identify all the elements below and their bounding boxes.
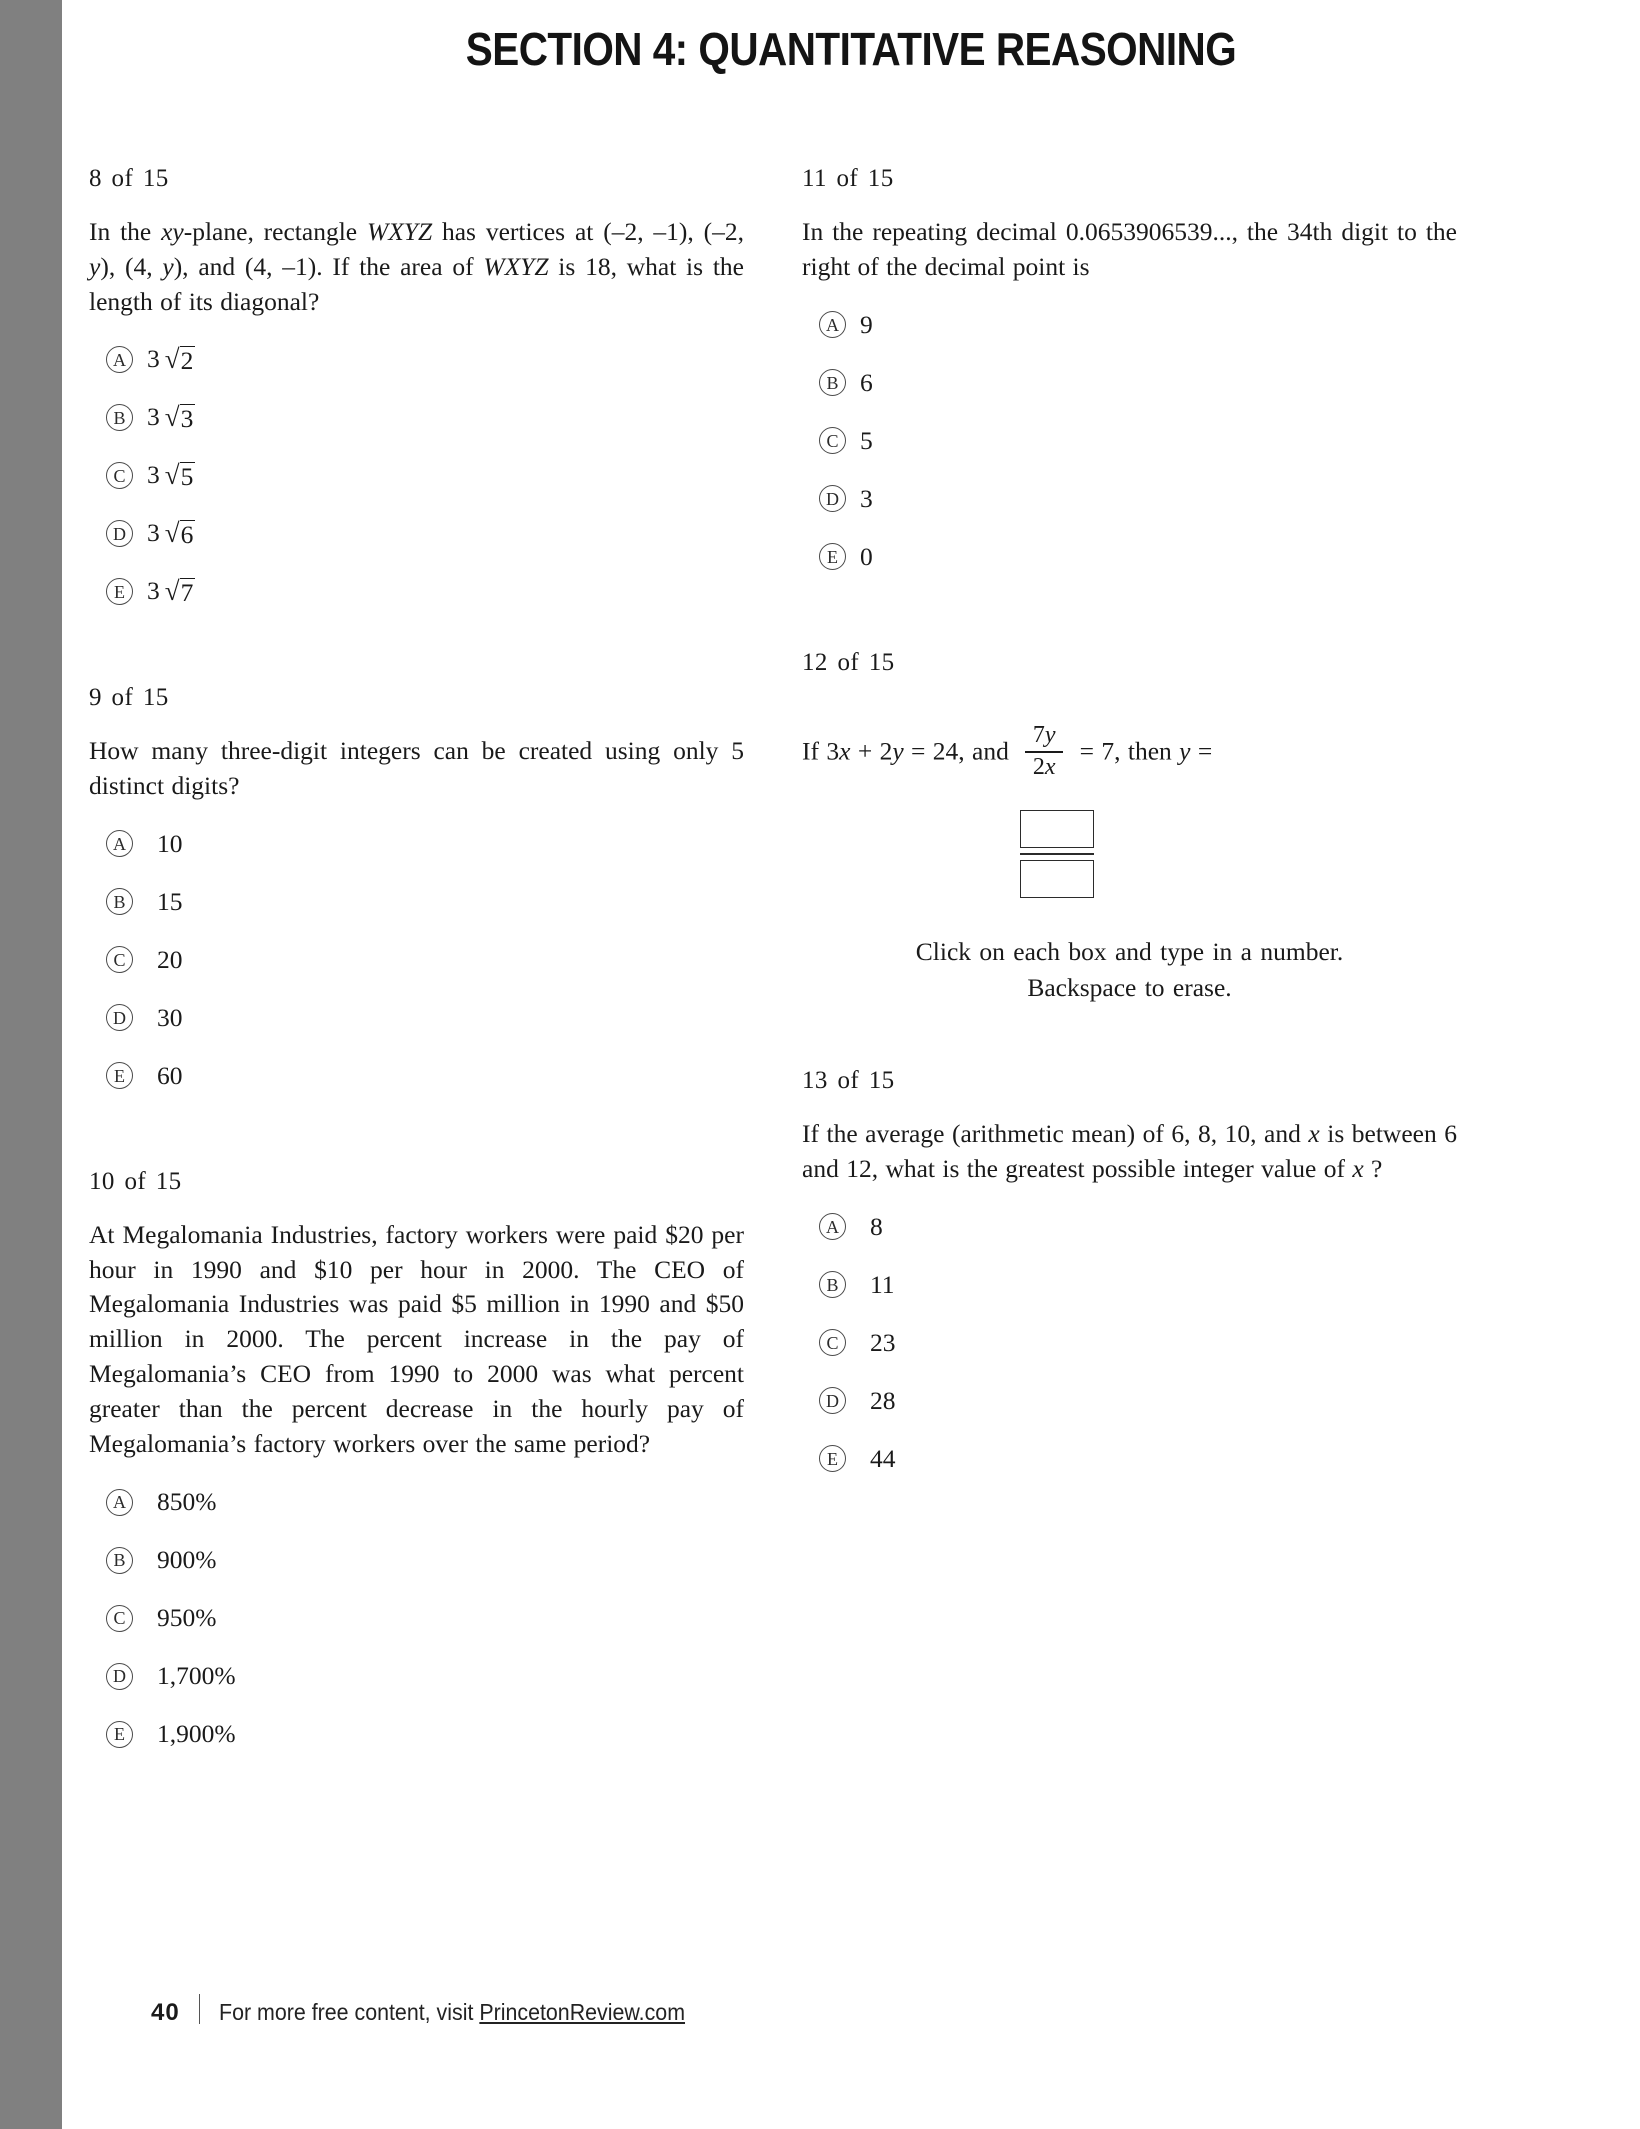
choice-label: 1,700% — [157, 1661, 236, 1691]
choice-bubble-icon[interactable]: B — [819, 369, 846, 396]
numerator-input-box[interactable] — [1020, 810, 1094, 848]
square-root-icon — [165, 577, 196, 607]
fraction-denominator — [1029, 755, 1060, 781]
question-9-number: 9 of 15 — [89, 683, 169, 711]
choice-option[interactable] — [89, 1538, 744, 1582]
block-spacer — [89, 628, 744, 684]
q8-text-3: has vertices at (–2, –1), (–2, — [432, 217, 744, 246]
choice-option[interactable] — [802, 535, 1457, 579]
choice-option[interactable] — [89, 570, 744, 614]
choice-bubble-icon[interactable]: E — [106, 578, 133, 605]
choice-option[interactable] — [802, 1321, 1457, 1365]
footer-promo-text — [219, 1999, 685, 2026]
square-root-icon — [165, 345, 196, 375]
radical-sign: √ — [164, 518, 180, 549]
q12-text-2: + 2 — [850, 736, 893, 766]
choice-label — [147, 460, 195, 491]
fraction-numerator — [1029, 723, 1060, 749]
question-12-number: 12 of 15 — [802, 648, 895, 676]
radical-coefficient: 3 — [147, 344, 160, 374]
question-9-choices — [89, 822, 744, 1098]
right-column — [802, 165, 1457, 1770]
choice-bubble-icon[interactable]: A — [819, 1213, 846, 1240]
choice-option[interactable] — [802, 1437, 1457, 1481]
choice-option[interactable] — [89, 822, 744, 866]
q13-text-2: is between 6 and 12, what is the greatest possible integer value of — [802, 1118, 1457, 1183]
radicand-value: 6 — [180, 520, 194, 550]
choice-option[interactable] — [802, 1205, 1457, 1249]
question-12 — [802, 649, 1457, 1005]
radicand-value: 2 — [180, 346, 194, 376]
princeton-review-link[interactable]: PrincetonReview.com — [479, 1999, 686, 2025]
choice-option[interactable] — [89, 454, 744, 498]
radicand-value: 5 — [180, 462, 194, 492]
radicand-value: 3 — [180, 404, 194, 434]
choice-option[interactable] — [802, 361, 1457, 405]
choice-option[interactable] — [89, 512, 744, 556]
question-10-number: 10 of 15 — [89, 1167, 182, 1195]
choice-label: 20 — [157, 944, 183, 974]
question-8 — [89, 165, 744, 614]
q8-var-y-1: y — [89, 251, 101, 281]
question-10-choices — [89, 1480, 744, 1756]
choice-option[interactable] — [802, 303, 1457, 347]
choice-label: 0 — [860, 541, 873, 571]
radical-coefficient: 3 — [147, 402, 160, 432]
instruction-line-2: Backspace to erase. — [1027, 972, 1232, 1002]
page-title: SECTION 4: QUANTITATIVE REASONING — [465, 23, 1237, 75]
denominator-input-box[interactable] — [1020, 860, 1094, 898]
choice-bubble-icon[interactable]: A — [819, 311, 846, 338]
choice-option[interactable] — [802, 1263, 1457, 1307]
radical-sign: √ — [164, 460, 180, 491]
choice-label: 9 — [860, 309, 873, 339]
question-13-stem — [802, 1117, 1457, 1187]
choice-bubble-icon[interactable]: D — [819, 1387, 846, 1414]
page-number: 40 — [151, 1999, 180, 2026]
choice-option[interactable] — [89, 396, 744, 440]
q8-label-wxyz-2: WXYZ — [483, 251, 549, 281]
question-8-stem — [89, 215, 744, 320]
question-9-stem: How many three-digit integers can be created using only 5 distinct digits? — [89, 735, 744, 800]
q8-var-y-2: y — [162, 251, 174, 281]
q12-var-y-1: y — [892, 736, 904, 766]
page-footer — [151, 1990, 720, 2027]
choice-bubble-icon[interactable]: C — [106, 462, 133, 489]
question-9 — [89, 684, 744, 1098]
choice-label: 1,900% — [157, 1719, 236, 1749]
question-8-number: 8 of 15 — [89, 165, 169, 192]
choice-option[interactable] — [802, 1379, 1457, 1423]
choice-label: 3 — [860, 483, 873, 513]
choice-bubble-icon[interactable]: E — [819, 1445, 846, 1472]
choice-bubble-icon[interactable]: B — [106, 1547, 133, 1574]
q8-text-5: ), and (4, –1). If the area of — [173, 251, 484, 281]
choice-bubble-icon[interactable]: C — [106, 946, 133, 973]
instruction-line-1: Click on each box and type in a number. — [915, 937, 1344, 967]
left-margin-bar — [0, 0, 62, 2129]
question-13 — [802, 1067, 1457, 1481]
choice-label: 11 — [870, 1269, 895, 1299]
choice-label — [147, 402, 195, 433]
q8-var-xy: xy — [161, 217, 184, 246]
choice-label — [147, 344, 195, 375]
question-12-stem — [802, 721, 1457, 783]
denominator-variable: x — [1044, 753, 1056, 780]
question-11-choices — [802, 303, 1457, 579]
choice-label: 23 — [870, 1327, 896, 1357]
choice-option[interactable] — [89, 1480, 744, 1524]
choice-label: 10 — [157, 828, 183, 858]
choice-label: 950% — [157, 1603, 217, 1633]
fraction-7y-over-2x — [1025, 723, 1063, 781]
question-8-choices — [89, 338, 744, 614]
q8-text-1: In the — [89, 217, 162, 246]
question-11 — [802, 165, 1457, 579]
choice-bubble-icon[interactable]: E — [106, 1062, 133, 1089]
q8-label-wxyz-1: WXYZ — [366, 217, 433, 246]
question-13-number: 13 of 15 — [802, 1066, 895, 1094]
page-sheet — [62, 0, 1640, 2129]
choice-option[interactable] — [89, 1654, 744, 1698]
numerator-variable: y — [1044, 721, 1056, 748]
q13-text-3: ? — [1363, 1153, 1383, 1183]
choice-label: 8 — [870, 1211, 883, 1241]
q12-var-y-2: y — [1179, 736, 1191, 766]
choice-bubble-icon[interactable]: A — [106, 1489, 133, 1516]
q8-text-6: is 18, what is the length of its diagonal? — [89, 251, 744, 316]
grid-in-instructions — [802, 934, 1457, 1004]
choice-label — [147, 576, 195, 607]
choice-bubble-icon[interactable]: D — [106, 1663, 133, 1690]
choice-label: 60 — [157, 1060, 183, 1090]
radical-coefficient: 3 — [147, 518, 160, 548]
square-root-icon — [165, 403, 196, 433]
choice-bubble-icon[interactable]: D — [819, 485, 846, 512]
left-column — [89, 165, 744, 1770]
choice-option[interactable] — [89, 1054, 744, 1098]
choice-bubble-icon[interactable]: D — [106, 1004, 133, 1031]
footer-text-prefix: For more free content, visit — [219, 1999, 480, 2025]
choice-option[interactable] — [89, 938, 744, 982]
block-spacer — [802, 593, 1457, 649]
choice-option[interactable] — [89, 338, 744, 382]
choice-bubble-icon[interactable]: C — [819, 1329, 846, 1356]
square-root-icon — [165, 461, 196, 491]
choice-label — [147, 518, 195, 549]
choice-bubble-icon[interactable]: C — [819, 427, 846, 454]
q8-text-2: -plane, rectangle — [183, 217, 367, 246]
question-11-stem: In the repeating decimal 0.0653906539..., the 34th digit to the right of the decimal point is — [802, 217, 1457, 281]
two-column-layout — [89, 165, 1589, 1770]
choice-option[interactable] — [802, 477, 1457, 521]
choice-bubble-icon[interactable]: A — [106, 830, 133, 857]
question-10-stem: At Megalomania Industries, factory workers were paid $20 per hour in 1990 and $10 per hour in 2000. The CEO of Megalomania Industries was paid $5 million in 1990 and $50 million in 2000. The percent increase in the pay of Megalomania’s CEO from 1990 to 2000 was what percent greater than the percent decrease in the hourly pay of Megalomania’s factory workers over the same period? — [89, 1219, 744, 1459]
choice-bubble-icon[interactable]: C — [106, 1605, 133, 1632]
q12-text-5: = — [1190, 736, 1213, 766]
choice-option[interactable] — [89, 1712, 744, 1756]
q12-text-4: = 7, then — [1072, 736, 1180, 766]
block-spacer — [802, 699, 1457, 725]
radical-coefficient: 3 — [147, 460, 160, 490]
choice-bubble-icon[interactable]: D — [106, 520, 133, 547]
radical-sign: √ — [164, 344, 180, 375]
q12-text-3: = 24, and — [903, 736, 1017, 766]
radical-sign: √ — [164, 576, 180, 607]
choice-label: 5 — [860, 425, 873, 455]
radical-coefficient: 3 — [147, 576, 160, 606]
choice-bubble-icon[interactable]: B — [819, 1271, 846, 1298]
answer-fraction-bar — [1020, 853, 1094, 855]
choice-label: 6 — [860, 367, 873, 397]
choice-option[interactable] — [89, 1596, 744, 1640]
choice-bubble-icon[interactable]: A — [106, 346, 133, 373]
block-spacer — [89, 1112, 744, 1168]
q12-var-x-1: x — [839, 736, 851, 766]
footer-divider — [199, 1994, 201, 2024]
choice-option[interactable] — [89, 996, 744, 1040]
choice-bubble-icon[interactable]: E — [106, 1721, 133, 1748]
choice-bubble-icon[interactable]: E — [819, 543, 846, 570]
q13-var-x-2: x — [1352, 1153, 1364, 1183]
question-11-number: 11 of 15 — [802, 165, 894, 192]
fraction-bar — [1025, 751, 1063, 753]
choice-option[interactable] — [89, 880, 744, 924]
grid-in-answer-fraction — [1020, 810, 1094, 898]
radicand-value: 7 — [180, 578, 194, 608]
choice-label: 30 — [157, 1002, 183, 1032]
choice-bubble-icon[interactable]: B — [106, 404, 133, 431]
choice-label: 900% — [157, 1545, 217, 1575]
q13-text-1: If the average (arithmetic mean) of 6, 8, 10, and — [802, 1118, 1309, 1148]
choice-label: 44 — [870, 1443, 896, 1473]
choice-option[interactable] — [802, 419, 1457, 463]
choice-label: 28 — [870, 1385, 896, 1415]
radical-sign: √ — [164, 402, 180, 433]
denominator-coefficient: 2 — [1032, 753, 1045, 780]
question-10 — [89, 1168, 744, 1756]
numerator-coefficient: 7 — [1032, 721, 1045, 748]
q8-text-4: ), (4, — [100, 251, 163, 281]
q13-var-x-1: x — [1308, 1118, 1320, 1148]
square-root-icon — [165, 519, 196, 549]
question-13-choices — [802, 1205, 1457, 1481]
choice-bubble-icon[interactable]: B — [106, 888, 133, 915]
choice-label: 850% — [157, 1487, 217, 1517]
q12-text-1: If 3 — [802, 736, 840, 766]
choice-label: 15 — [157, 886, 183, 916]
block-spacer — [802, 1011, 1457, 1067]
